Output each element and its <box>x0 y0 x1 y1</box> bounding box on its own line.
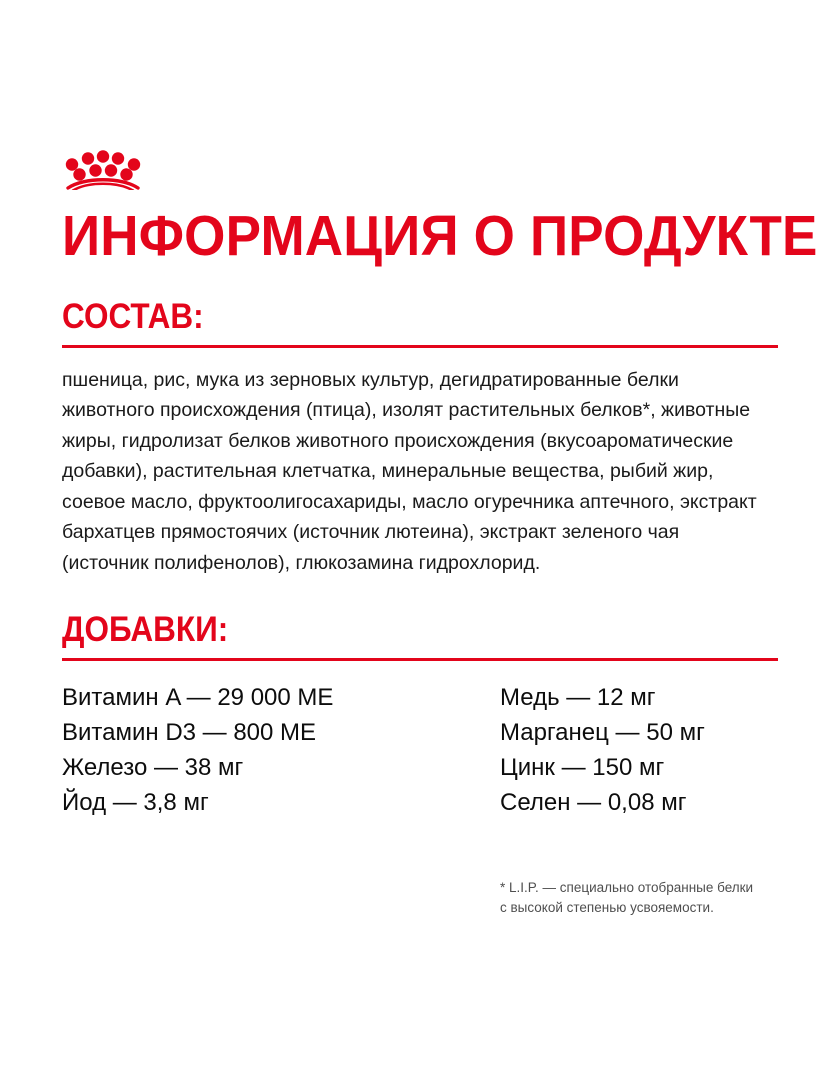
footnote-line-2: с высокой степенью усвояемости. <box>500 900 714 915</box>
additives-column-left <box>62 680 500 820</box>
footnote-line-1: * L.I.P. — специально отобранные белки <box>500 880 754 895</box>
list-item: Витамин D3 — 800 МЕ <box>62 719 317 746</box>
additives-divider <box>62 658 778 661</box>
list-item: Йод — 3,8 мг <box>62 789 209 816</box>
additives-heading: ДОБАВКИ: <box>62 610 229 650</box>
composition-heading: СОСТАВ: <box>62 297 204 336</box>
list-item: Витамин A — 29 000 МЕ <box>62 684 334 711</box>
list-item: Селен — 0,08 мг <box>500 789 687 816</box>
additives-table <box>62 680 778 820</box>
page-content <box>62 148 818 820</box>
list-item: Медь — 12 мг <box>500 684 656 711</box>
list-item: Цинк — 150 мг <box>500 754 665 781</box>
page-title: ИНФОРМАЦИЯ О ПРОДУКТЕ <box>62 204 818 268</box>
composition-section <box>62 299 778 578</box>
additives-column-right <box>500 680 778 820</box>
list-item: Марганец — 50 мг <box>500 719 705 746</box>
composition-divider <box>62 345 778 348</box>
ingredients-text: пшеница, рис, мука из зерновых культур, дегидратированные белки животного происхождения (птица), изолят растительных белков*, животные жиры, гидролизат белков животного происхождения (вкусоароматические добавки), растительная клетчатка, минеральные вещества, рыбий жир, соевое масло, фруктоолигосахариды, масло огуречника аптечного, экстракт бархатцев прямостоячих (источник лютеина), экстракт зеленого чая (источник полифенолов), глюкозамина гидрохлорид. <box>62 368 757 574</box>
royal-crown-icon <box>64 148 142 190</box>
additives-section <box>62 612 778 820</box>
list-item: Железо — 38 мг <box>62 754 244 781</box>
footnote <box>500 878 800 918</box>
